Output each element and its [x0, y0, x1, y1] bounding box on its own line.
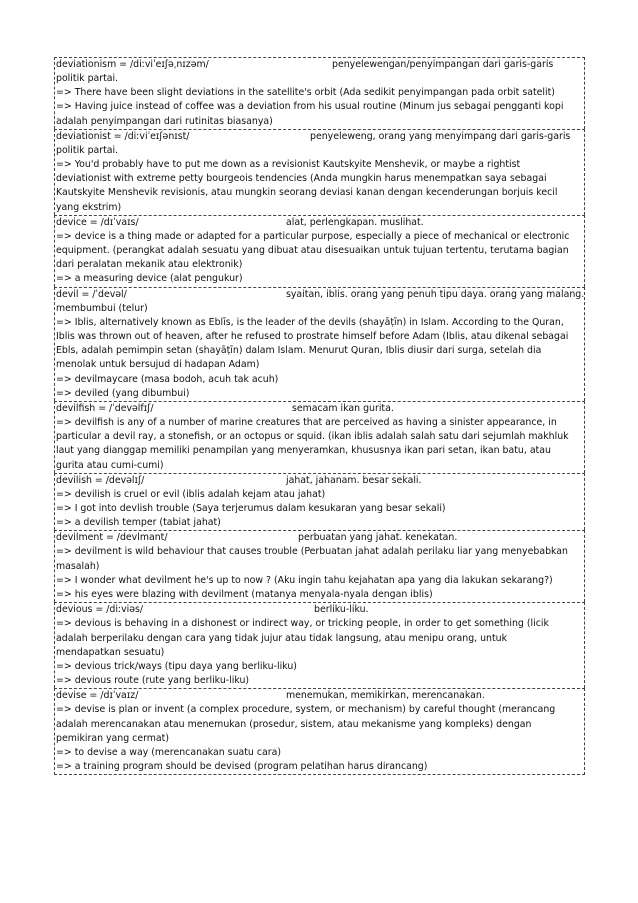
entry-line: => devilish is cruel or evil (iblis adalah kejam atau jahat): [56, 488, 326, 500]
entry-translation: berliku-liku.: [314, 604, 369, 616]
entry-line: politik partai.: [56, 73, 119, 84]
entry-headword: devilish = /devəlɪʃ/: [56, 474, 145, 486]
entry-translation: jahat, jahanam. besar sekali.: [286, 474, 422, 486]
entry-head: [56, 603, 584, 617]
entry-translation: perbuatan yang jahat. kenekatan.: [298, 532, 458, 544]
entry-line: => deviled (yang dibumbui): [56, 387, 190, 399]
entry-line: => his eyes were blazing with devilment (matanya menyala-nyala dengan iblis): [56, 589, 433, 601]
entry-line: => devilfish is any of a number of marine creatures that are perceived as having a sinister appearance, in: [56, 417, 557, 429]
entry-line: => a measuring device (alat pengukur): [56, 273, 243, 285]
entry-line: laut yang dianggap memiliki penampilan yang menyeramkan, khususnya ikan pari setan, ikan batu, atau: [56, 445, 551, 457]
entry-line: equipment. (perangkat adalah sesuatu yang dibuat atau disesuaikan untuk tujuan tertentu, terutama bagian: [56, 245, 569, 257]
entry-line: masalah): [56, 560, 100, 572]
entry-line: menolak untuk bersujud di hadapan Adam): [56, 359, 260, 371]
dictionary-page: [54, 57, 585, 775]
entry-head: [56, 58, 584, 72]
entry-head: [56, 402, 584, 416]
entry-line: => I got into devlish trouble (Saya terjerumus dalam kesukaran yang besar sekali): [56, 503, 446, 515]
entry-head: [56, 474, 584, 488]
entry-headword: device = /dɪˈvaɪs/: [56, 216, 139, 228]
dictionary-entry: [54, 473, 585, 531]
entry-line: Ebls, adalah pemimpin setan (shayāṭīn) dalam Islam. Menurut Quran, Iblis diusir dari surga, setelah dia: [56, 345, 542, 357]
entry-line: => device is a thing made or adapted for a particular purpose, especially a piece of mechanical or electronic: [56, 230, 570, 242]
entry-line: particular a devil ray, a stonefish, or an octopus or squid. (ikan iblis adalah salah satu dari sejumlah makhluk: [56, 431, 569, 443]
entry-line: gurita atau cumi-cumi): [56, 459, 164, 471]
entry-head: [56, 531, 584, 545]
entry-head: [56, 288, 584, 302]
entry-line: Iblis was thrown out of heaven, after he refused to prostrate himself before Adam (Iblis, atau dikenal sebagai: [56, 331, 569, 343]
entry-line: => There have been slight deviations in the satellite's orbit (Ada sedikit penyimpangan pada orbit satelit): [56, 87, 555, 99]
entry-headword: deviationist = /diːviˈeɪʃənɪst/: [56, 130, 190, 142]
entry-line: => I wonder what devilment he's up to now ? (Aku ingin tahu kejahatan apa yang dia lakukan sekarang?): [56, 574, 553, 586]
entry-translation: penyelewengan/penyimpangan dari garis-garis: [332, 59, 554, 70]
entry-headword: deviationism = /diːviˈeɪʃəˌnɪzəm/: [56, 59, 209, 70]
entry-translation: syaitan, iblis. orang yang penuh tipu daya. orang yang malang.: [286, 288, 585, 300]
entry-line: => devious is behaving in a dishonest or indirect way, or tricking people, in order to get something (licik: [56, 618, 549, 630]
dictionary-entry: [54, 688, 585, 775]
entry-translation: alat, perlengkapan. muslihat.: [286, 216, 424, 228]
dictionary-entry: [54, 57, 585, 129]
entry-line: membumbui (telur): [56, 302, 148, 314]
dictionary-entry: [54, 129, 585, 215]
dictionary-entry: [54, 602, 585, 688]
entry-line: politik partai.: [56, 144, 119, 156]
entry-line: dari peralatan mekanik atau elektronik): [56, 259, 243, 271]
dictionary-entry: [54, 215, 585, 287]
entry-translation: menemukan, memikirkan, merencanakan.: [286, 690, 485, 702]
entry-line: => devious route (rute yang berliku-liku): [56, 675, 250, 687]
entry-line: => devise is plan or invent (a complex procedure, system, or mechanism) by careful thought (merancang: [56, 704, 556, 716]
entry-line: => Iblis, alternatively known as Eblīs, is the leader of the devils (shayāṭīn) in Islam. According to the Quran,: [56, 316, 564, 328]
entry-translation: penyeleweng, orang yang menyimpang dari garis-garis: [310, 130, 571, 142]
entry-line: mendapatkan sesuatu): [56, 646, 165, 658]
entry-headword: devious = /diːviəs/: [56, 604, 144, 616]
entry-headword: devilfish = /ˈdevəlfɪʃ/: [56, 403, 154, 415]
entry-headword: devil = /ˈdevəl/: [56, 288, 127, 300]
entry-line: => devilmaycare (masa bodoh, acuh tak acuh): [56, 373, 279, 385]
entry-line: adalah berperilaku dengan cara yang tidak jujur atau tidak langsung, atau menipu orang, untuk: [56, 632, 508, 644]
entry-translation: semacam ikan gurita.: [292, 403, 394, 415]
entry-head: [56, 130, 584, 144]
entry-line: adalah penyimpangan dari rutinitas biasanya): [56, 115, 273, 127]
entry-line: => Having juice instead of coffee was a deviation from his usual routine (Minum jus sebagai pengganti kopi: [56, 101, 564, 113]
entry-line: pemikiran yang cermat): [56, 732, 169, 744]
entry-headword: devilment = /devlmant/: [56, 532, 168, 544]
entry-line: => You'd probably have to put me down as a revisionist Kautskyite Menshevik, or maybe a rightist: [56, 159, 521, 171]
entry-line: Kautskyite Menshevik revisionis, atau mungkin seorang deviasi kanan dengan kecenderungan borjuis kecil: [56, 187, 558, 199]
entry-head: [56, 689, 584, 703]
dictionary-entry: [54, 401, 585, 473]
entry-line: => to devise a way (merencanakan suatu cara): [56, 746, 282, 758]
entry-line: => devious trick/ways (tipu daya yang berliku-liku): [56, 660, 297, 672]
entry-line: => a training program should be devised (program pelatihan harus dirancang): [56, 761, 428, 773]
entry-line: => devilment is wild behaviour that causes trouble (Perbuatan jahat adalah perilaku liar yang menyebabkan: [56, 546, 568, 558]
entry-line: adalah merencanakan atau menemukan (prosedur, sistem, atau mekanisme yang kompleks) dengan: [56, 718, 532, 730]
entry-line: deviationist with extreme petty bourgeois tendencies (Anda mungkin harus menempatkan saya sebagai: [56, 173, 547, 185]
entry-line: yang ekstrim): [56, 201, 122, 213]
dictionary-entry: [54, 287, 585, 401]
entry-headword: devise = /dɪˈvaɪz/: [56, 690, 139, 702]
entry-head: [56, 216, 584, 230]
entry-line: => a devilish temper (tabiat jahat): [56, 517, 221, 529]
dictionary-entry: [54, 530, 585, 602]
